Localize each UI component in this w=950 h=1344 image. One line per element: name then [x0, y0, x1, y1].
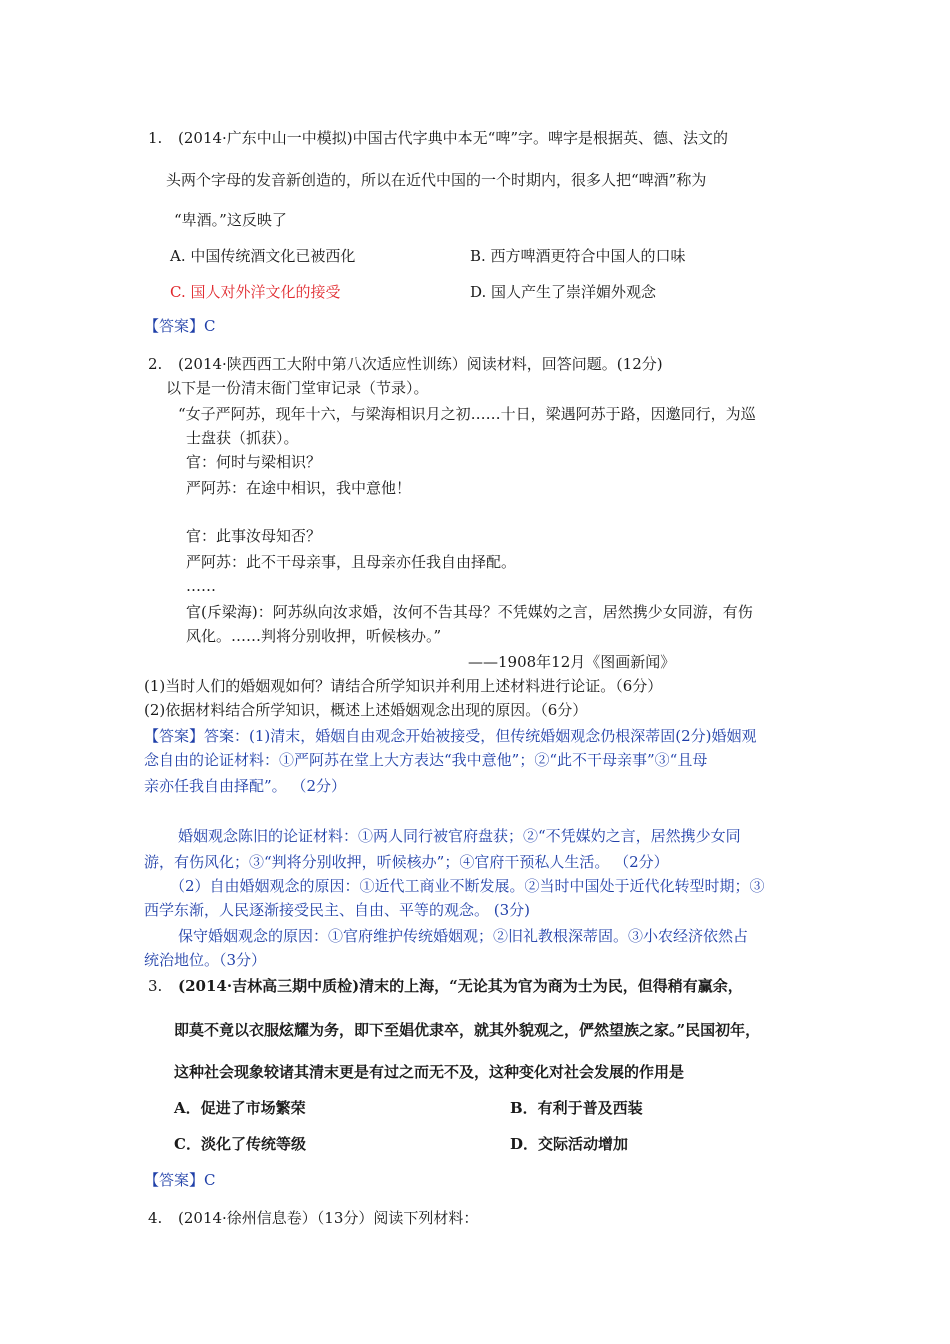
q3-stem-line1: (2014·吉林高三期中质检)清末的上海，“无论其为官为商为士为民，但得稍有赢余， [178, 977, 743, 995]
q1-stem-line2: 头两个字母的发音新创造的，所以在近代中国的一个时期内，很多人把“啤酒”称为 [166, 171, 707, 189]
q1-stem-line1: (2014·广东中山一中模拟)中国古代字典中本无“啤”字。啤字是根据英、德、法文的 [178, 129, 728, 147]
q1-stem-line3: “卑酒。”这反映了 [174, 211, 287, 229]
answer-tag: 【答案】 [144, 1171, 205, 1189]
answer-tag: 【答案】 [144, 727, 205, 745]
q2-answer-line2: 念自由的论证材料：①严阿苏在堂上大方表达“我中意他”；②“此不干母亲事”③“且母 [144, 751, 708, 769]
q2-material-line5: 官：此事汝母知否？ [186, 527, 322, 545]
q1-option-a: A. 中国传统酒文化已被西化 [170, 247, 356, 265]
q3-option-b: B．有利于普及西装 [510, 1099, 643, 1117]
q2-material-line3: 官：何时与梁相识？ [186, 453, 322, 471]
q1-option-d: D. 国人产生了崇洋媚外观念 [470, 283, 657, 301]
q2-source: ——1908年12月《图画新闻》 [468, 653, 676, 671]
q2-answer-line6: （2）自由婚姻观念的原因：①近代工商业不断发展。②当时中国处于近代化转型时期；③ [170, 877, 765, 895]
answer-letter: C [204, 317, 216, 335]
q2-intro: 以下是一份清末衙门堂审记录（节录）。 [166, 379, 429, 397]
q4-stem-line1: (2014·徐州信息卷）（13分）阅读下列材料： [178, 1209, 479, 1227]
q1-number: 1. [148, 129, 163, 147]
q4-number: 4. [148, 1209, 163, 1227]
q2-material-line4: 严阿苏：在途中相识，我中意他！ [186, 479, 412, 497]
q3-option-a: A．促进了市场繁荣 [174, 1099, 306, 1117]
q3-stem-line3: 这种社会现象较诸其清末更是有过之而无不及，这种变化对社会发展的作用是 [174, 1063, 685, 1081]
q2-material-line2: 士盘获（抓获）。 [186, 429, 299, 447]
q2-answer-line3: 亲亦任我自由择配”。 （2分） [144, 777, 346, 795]
q2-subquestion-1: (1)当时人们的婚姻观如何？请结合所学知识并利用上述材料进行论证。（6分） [144, 677, 663, 695]
answer-tag: 【答案】 [144, 317, 205, 335]
q1-answer [144, 316, 216, 336]
q2-material-line1: “女子严阿苏，现年十六，与梁海相识月之初……十日，梁遇阿苏于路，因邀同行，为巡 [178, 405, 756, 423]
q2-material-line8: 官(斥梁海)：阿苏纵向汝求婚，汝何不告其母？不凭媒妁之言，居然携少女同游，有伤 [186, 603, 753, 621]
answer-letter: C [204, 1171, 216, 1189]
q2-subquestion-2: (2)依据材料结合所学知识，概述上述婚姻观念出现的原因。（6分） [144, 701, 588, 719]
q3-stem-line2: 即莫不竟以衣服炫耀为务，即下至娼优隶卒，就其外貌观之，俨然望族之家。”民国初年， [174, 1021, 761, 1039]
q2-answer-line9: 统治地位。（3分） [144, 951, 267, 969]
q2-title: (2014·陕西西工大附中第八次适应性训练）阅读材料，回答问题。(12分) [178, 355, 663, 373]
q3-option-d: D．交际活动增加 [510, 1135, 629, 1153]
q2-material-ellipsis: …… [186, 577, 216, 595]
q2-answer-line7: 西学东渐，人民逐渐接受民主、自由、平等的观念。 (3分) [144, 901, 531, 919]
q2-material-line6: 严阿苏：此不干母亲事，且母亲亦任我自由择配。 [186, 553, 517, 571]
q2-number: 2. [148, 355, 163, 373]
q2-material-line9: 风化。……判将分别收押，听候核办。” [186, 627, 442, 645]
answer-text: 答案：(1)清末，婚姻自由观念开始被接受，但传统婚姻观念仍根深蒂固(2分)婚姻观 [204, 727, 757, 745]
q3-answer [144, 1170, 216, 1190]
q1-option-b: B. 西方啤酒更符合中国人的口味 [470, 247, 686, 265]
q2-answer-line5: 游，有伤风化；③“判将分别收押，听候核办”；④官府干预私人生活。 （2分） [144, 853, 669, 871]
q2-answer-line4: 婚姻观念陈旧的论证材料：①两人同行被官府盘获；②“不凭媒妁之言，居然携少女同 [178, 827, 741, 845]
q1-option-c-correct: C. 国人对外洋文化的接受 [170, 283, 341, 301]
q2-answer-line8: 保守婚姻观念的原因：①官府维护传统婚姻观；②旧礼教根深蒂固。③小农经济依然占 [178, 927, 749, 945]
q3-number: 3. [148, 977, 163, 995]
q2-answer-line1 [144, 726, 757, 746]
q3-option-c: C．淡化了传统等级 [174, 1135, 306, 1153]
